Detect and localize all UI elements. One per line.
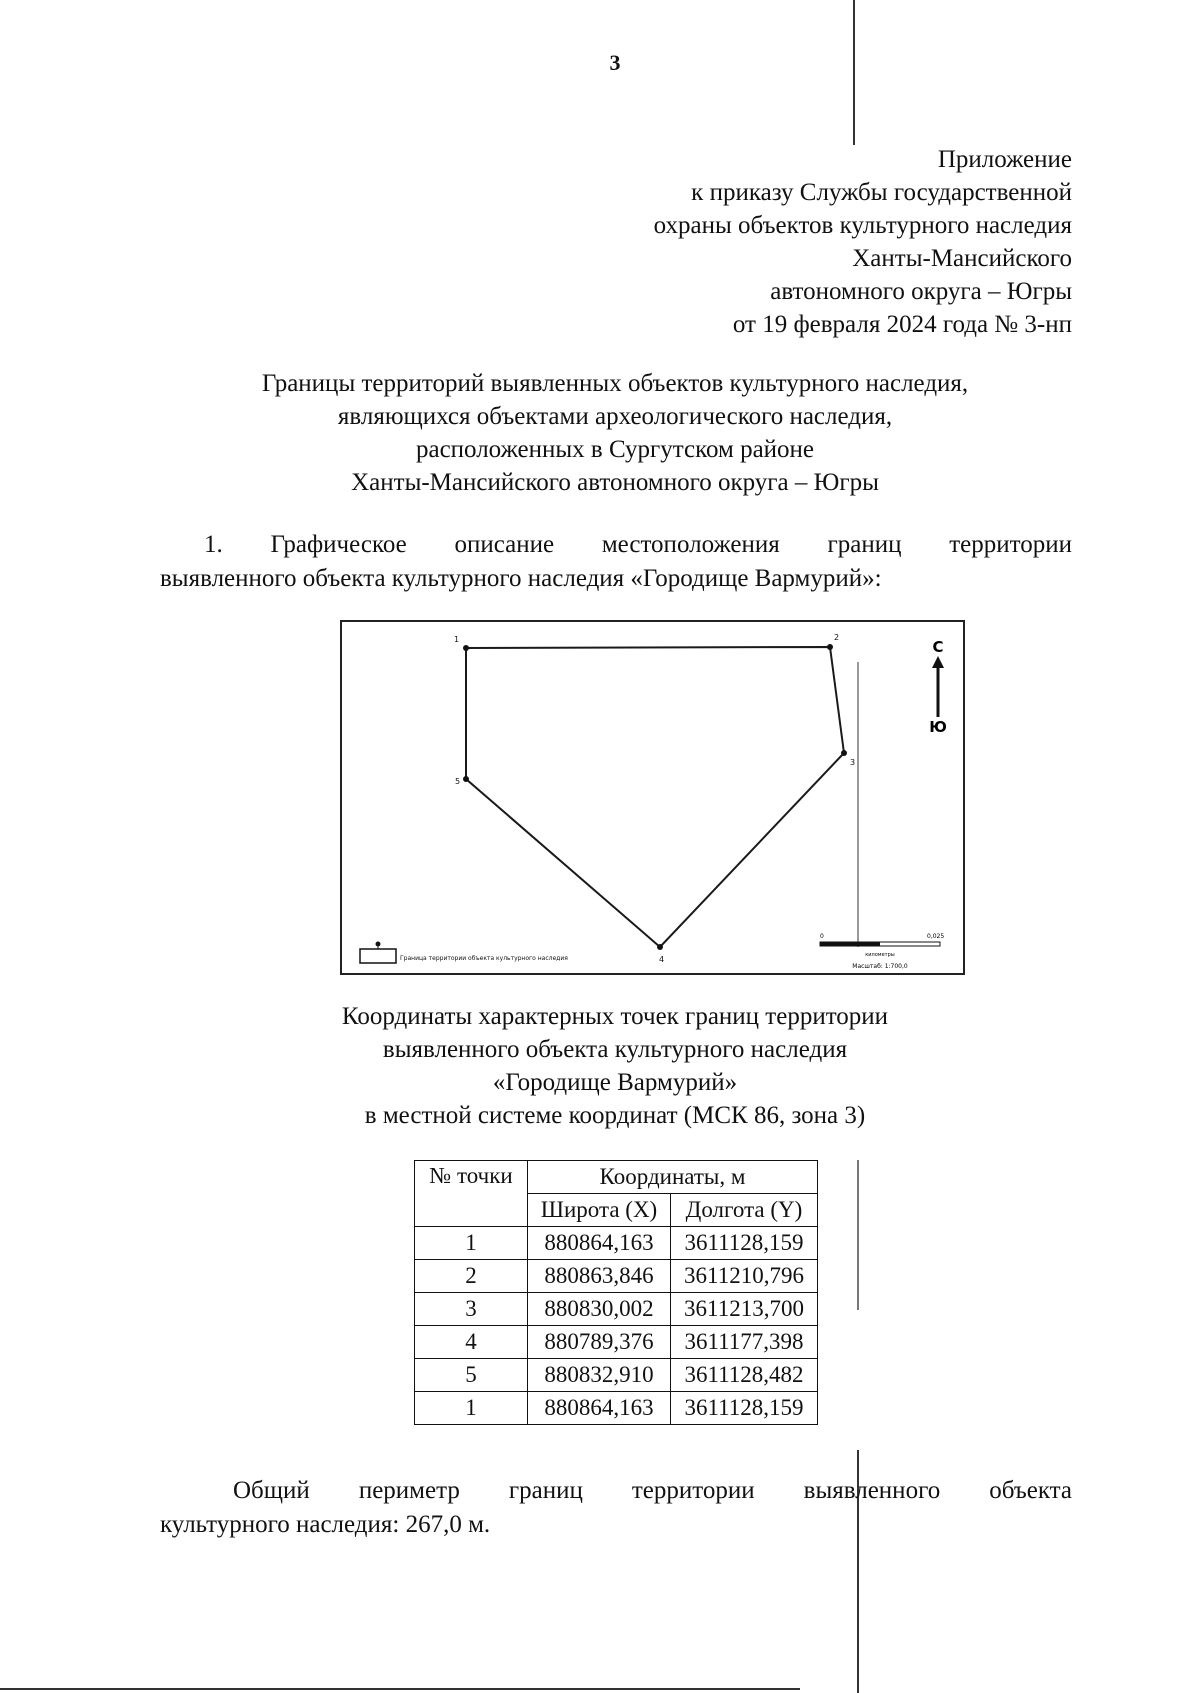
north-arrow — [929, 638, 947, 736]
coordinates-table — [414, 1160, 818, 1425]
table-row — [415, 1326, 818, 1359]
scan-bottom-border — [0, 1688, 800, 1690]
appendix-line: Ханты-Мансийского — [852, 245, 1072, 272]
cell-x: 880830,002 — [528, 1293, 671, 1326]
vertex-label: 5 — [455, 777, 461, 786]
cell-y: 3611128,159 — [671, 1392, 818, 1425]
cell-y: 3611213,700 — [671, 1293, 818, 1326]
cell-x: 880832,910 — [528, 1359, 671, 1392]
scan-fold-line — [857, 1160, 859, 1310]
scale-start-label: 0 — [820, 933, 824, 940]
vertex-marker — [827, 644, 833, 650]
vertex-label: 2 — [834, 633, 840, 642]
title-line: расположенных в Сургутском районе — [415, 436, 815, 463]
appendix-line: от 19 февраля 2024 года № 3-нп — [732, 311, 1072, 338]
header-x: Широта (X) — [528, 1194, 671, 1227]
cell-x: 880864,163 — [528, 1227, 671, 1260]
perimeter-text — [160, 1474, 1072, 1542]
header-point: № точки — [415, 1161, 528, 1227]
map-legend — [360, 942, 568, 964]
cell-point: 1 — [415, 1392, 528, 1425]
perimeter-line: культурного наследия: 267,0 м. — [160, 1511, 491, 1538]
legend-label: Граница территории объекта культурного наследия — [400, 955, 568, 962]
appendix-block — [654, 143, 1072, 341]
table-row — [415, 1227, 818, 1260]
boundary-map-canvas — [342, 622, 963, 973]
cell-y: 3611128,482 — [671, 1359, 818, 1392]
table-row — [415, 1392, 818, 1425]
title-line: являющихся объектами археологического наследия, — [337, 403, 893, 430]
scale-unit-label: километры — [865, 952, 895, 958]
boundary-map — [340, 620, 965, 975]
boundary-polygon — [466, 647, 844, 947]
page-number: 3 — [609, 50, 621, 75]
vertex-label: 3 — [850, 758, 856, 767]
cell-x: 880864,163 — [528, 1392, 671, 1425]
vertex-label: 1 — [454, 635, 460, 644]
appendix-line: Приложение — [937, 146, 1072, 173]
cell-y: 3611177,398 — [671, 1326, 818, 1359]
cell-point: 2 — [415, 1260, 528, 1293]
vertex-marker — [657, 944, 663, 950]
coordinates-title-line: Координаты характерных точек границ территории — [341, 1003, 889, 1030]
title-line: Ханты-Мансийского автономного округа – Югры — [351, 469, 879, 496]
cell-point: 3 — [415, 1293, 528, 1326]
cell-x: 880789,376 — [528, 1326, 671, 1359]
section-1-line: 1. Графическое описание местоположения границ территории — [204, 531, 1072, 558]
section-1-heading — [160, 528, 1072, 596]
table-row — [415, 1260, 818, 1293]
perimeter-line: Общий периметр границ территории выявленного объекта — [233, 1477, 1072, 1504]
scale-bar — [820, 933, 944, 970]
coordinates-title-line: в местной системе координат (МСК 86, зона 3) — [364, 1102, 866, 1129]
cell-point: 1 — [415, 1227, 528, 1260]
vertex-marker — [463, 776, 469, 782]
table-row — [415, 1359, 818, 1392]
header-y: Долгота (Y) — [671, 1194, 818, 1227]
cell-point: 4 — [415, 1326, 528, 1359]
table-row — [415, 1293, 818, 1326]
title-line: Границы территорий выявленных объектов культурного наследия, — [261, 370, 969, 397]
vertex-label: 4 — [659, 955, 665, 964]
coordinates-title-line: «Городище Вармурий» — [492, 1069, 738, 1096]
south-label: Ю — [929, 718, 947, 736]
coordinates-title — [0, 1000, 1200, 1132]
cell-point: 5 — [415, 1359, 528, 1392]
header-coordinates: Координаты, м — [528, 1161, 818, 1194]
coordinates-title-line: выявленного объекта культурного наследия — [382, 1036, 848, 1063]
cell-y: 3611210,796 — [671, 1260, 818, 1293]
vertex-marker — [841, 750, 847, 756]
table-header-row — [415, 1161, 818, 1194]
appendix-line: автономного округа – Югры — [770, 278, 1072, 305]
appendix-line: к приказу Службы государственной — [691, 179, 1072, 206]
vertex-marker — [463, 645, 469, 651]
cell-x: 880863,846 — [528, 1260, 671, 1293]
scale-end-label: 0,025 — [927, 933, 945, 940]
appendix-line: охраны объектов культурного наследия — [653, 212, 1072, 239]
document-title — [0, 367, 1200, 499]
scale-ratio-label: Масштаб: 1:700,0 — [852, 963, 908, 970]
section-1-line: выявленного объекта культурного наследия «Городище Вармурий»: — [160, 565, 882, 592]
north-label: С — [932, 638, 944, 656]
cell-y: 3611128,159 — [671, 1227, 818, 1260]
